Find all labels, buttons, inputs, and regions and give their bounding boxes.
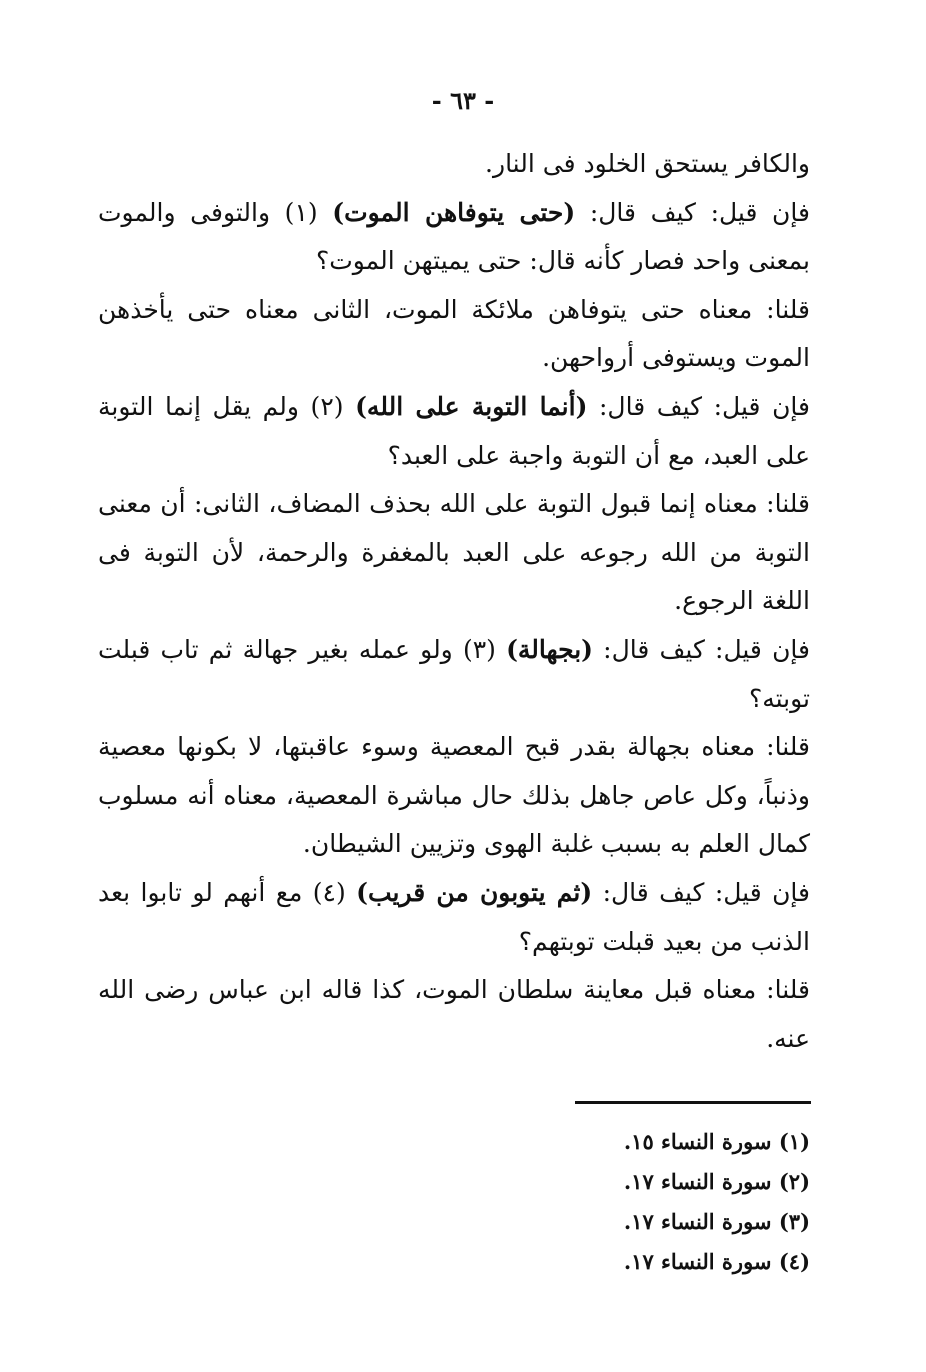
paragraph bbox=[98, 966, 810, 1063]
paragraph-text: فإن قيل: كيف قال: bbox=[592, 877, 810, 907]
paragraph-text: فإن قيل: كيف قال: bbox=[593, 634, 810, 664]
paragraph-text: (٣) ولو عمله بغير جهالة ثم تاب قبلت توبته؟ bbox=[98, 634, 810, 713]
quran-quote: (حتى يتوفاهن الموت) bbox=[332, 197, 576, 227]
paragraph-text: (٢) ولم يقل إنما التوبة على العبد، مع أن التوبة واجبة على العبد؟ bbox=[98, 391, 810, 470]
paragraph bbox=[98, 869, 810, 966]
page-number: - ٦٣ - bbox=[431, 86, 495, 115]
main-text bbox=[98, 140, 810, 1063]
paragraph bbox=[98, 626, 810, 723]
paragraph-text: (١) والتوفى والموت بمعنى واحد فصار كأنه قال: حتى يميتهن الموت؟ bbox=[98, 197, 810, 276]
footnote-2: (٢) سورة النساء ١٧. bbox=[623, 1169, 810, 1194]
paragraph bbox=[98, 723, 810, 869]
quran-quote: (بجهالة) bbox=[506, 634, 593, 664]
paragraph-text: قلنا: معناه بجهالة بقدر قبح المعصية وسوء عاقبتها، لا بكونها معصية وذنباً، وكل عاص جاهل بذلك حال مباشرة المعصية، معناه أنه مسلوب كمال العلم به بسبب غلبة الهوى وتزيين الشيطان. bbox=[98, 732, 810, 859]
paragraph-text: قلنا: معناه إنما قبول التوبة على الله بحذف المضاف، الثانى: أن معنى التوبة من الله رجوعه على العبد بالمغفرة والرحمة، لأن التوبة فى اللغة الرجوع. bbox=[98, 489, 810, 616]
footnote-1: (١) سورة النساء ١٥. bbox=[623, 1129, 810, 1154]
footnote-divider bbox=[575, 1101, 811, 1104]
paragraph bbox=[98, 383, 810, 480]
paragraph-text: قلنا: معناه حتى يتوفاهن ملائكة الموت، الثانى معناه حتى يأخذهن الموت ويستوفى أرواحهن. bbox=[98, 294, 810, 373]
footnote-3: (٣) سورة النساء ١٧. bbox=[623, 1209, 810, 1234]
paragraph bbox=[98, 140, 810, 189]
footnotes bbox=[560, 1122, 810, 1282]
paragraph-text: والكافر يستحق الخلود فى النار. bbox=[485, 149, 810, 178]
paragraph bbox=[98, 286, 810, 383]
paragraph bbox=[98, 480, 810, 626]
footnote-4: (٤) سورة النساء ١٧. bbox=[623, 1249, 810, 1274]
quran-quote: (ثم يتوبون من قريب) bbox=[356, 877, 593, 907]
paragraph-text: قلنا: معناه قبل معاينة سلطان الموت، كذا قاله ابن عباس رضى الله عنه. bbox=[98, 975, 810, 1053]
paragraph bbox=[98, 189, 810, 286]
quran-quote: (أنما التوبة على الله) bbox=[355, 391, 588, 421]
paragraph-text: (٤) مع أنهم لو تابوا بعد الذنب من بعيد قبلت توبتهم؟ bbox=[98, 877, 810, 956]
paragraph-text: فإن قيل: كيف قال: bbox=[587, 391, 810, 421]
paragraph-text: فإن قيل: كيف قال: bbox=[575, 197, 810, 227]
